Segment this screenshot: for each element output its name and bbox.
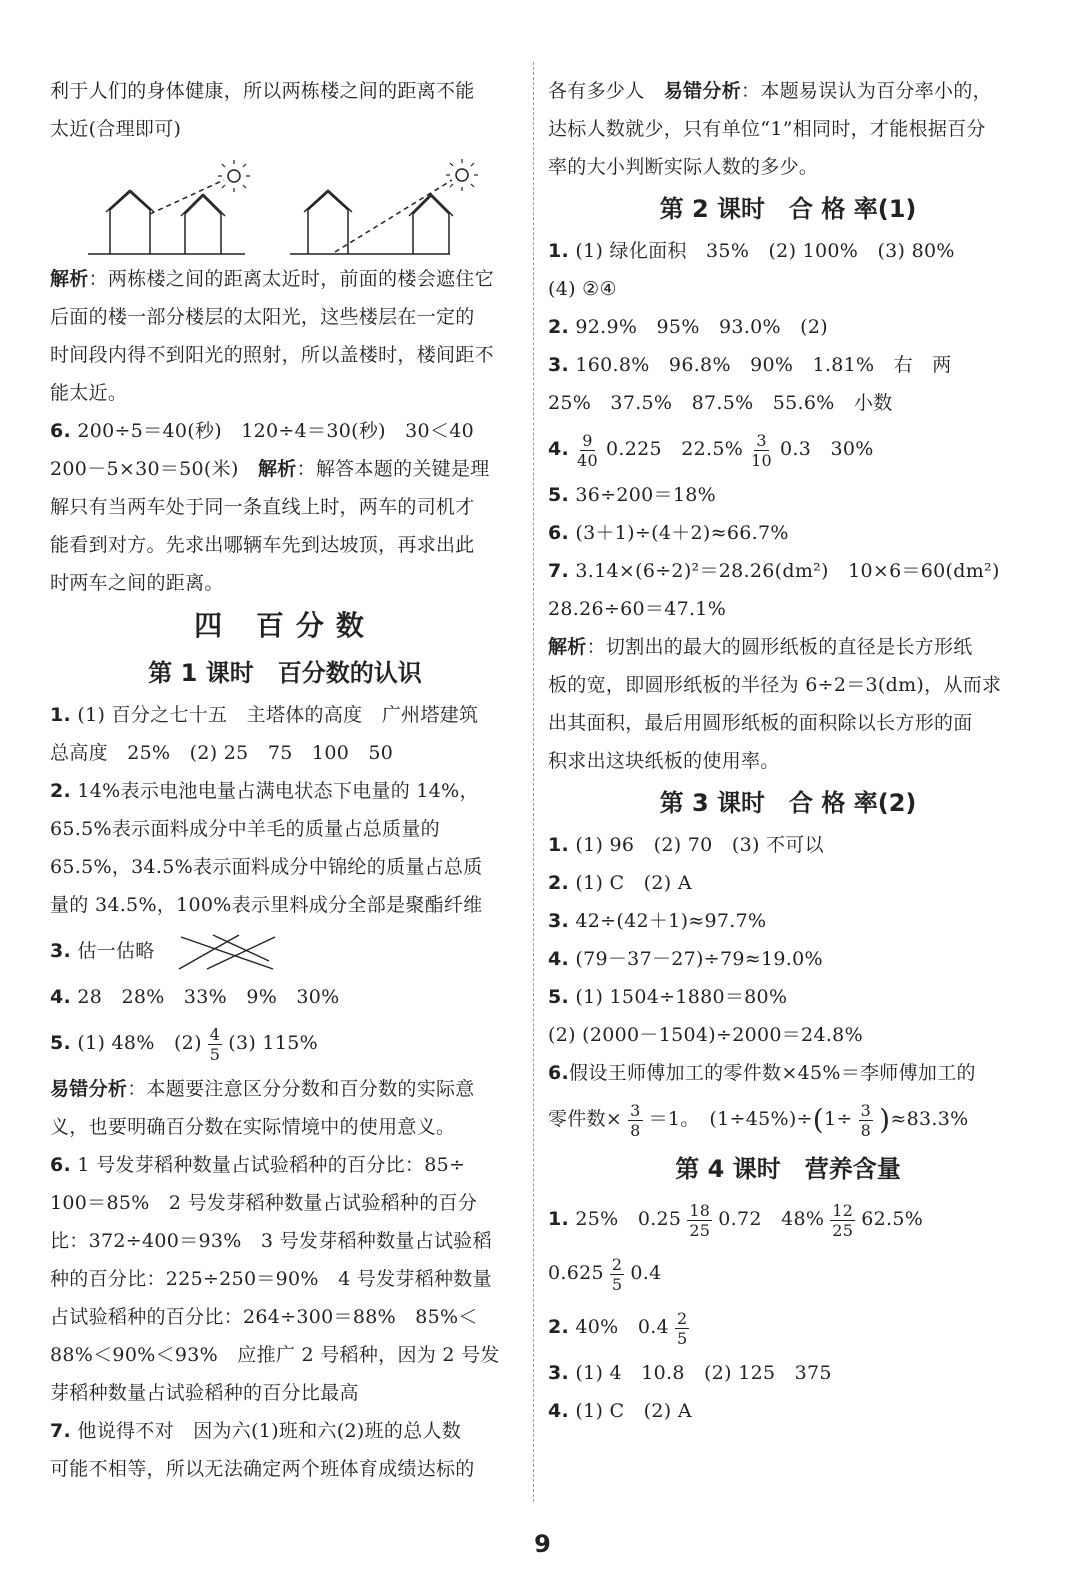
text-line: 88%＜90%＜93% 应推广 2 号稻种，因为 2 号发 [50,1344,500,1366]
text-line: 25% 37.5% 87.5% 55.6% 小数 [548,392,893,414]
text-line: 各有多少人 易错分析：本题易误认为百分率小的， [548,80,992,102]
fraction: $\frac{9}{40}$ [577,430,599,470]
analysis-line: 解析：切割出的最大的圆形纸板的直径是长方形纸 [548,636,973,658]
lesson-1-title: 第 1 课时 百分数的认识 [148,659,422,687]
houses-sunlight-diagram [50,148,520,260]
left-column [50,72,520,1488]
text-line: 比：372÷400＝93% 3 号发芽稻种数量占试验稻 [50,1230,492,1252]
lesson2-question-5: 5. 36÷200＝18% [548,484,716,506]
lesson1-question-2: 2. 14%表示电池电量占满电状态下电量的 14%， [50,780,479,802]
fraction: $\frac{3}{10}$ [751,430,773,470]
text-line: 200－5×30＝50(米) 解析：解答本题的关键是理 [50,458,490,480]
lesson2-question-4: 4. $\frac{9}{40}$ 0.225 22.5% $\frac{3}{10}$ 0.3 30% [548,430,874,470]
lesson1-question-7: 7. 他说得不对 因为六(1)班和六(2)班的总人数 [50,1420,462,1442]
lesson3-question-1: 1. (1) 96 (2) 70 (3) 不可以 [548,834,824,856]
text-line: 零件数× $\frac{3}{8}$ ＝1。 (1÷45%)÷(1÷ $\frac{3}{8}$ )≈83.3% [548,1100,969,1140]
lesson1-question-4: 4. 28 28% 33% 9% 30% [50,986,340,1008]
lesson3-question-3: 3. 42÷(42＋1)≈97.7% [548,910,767,932]
column-divider [533,62,534,1502]
text-line: 时两车之间的距离。 [50,572,224,594]
text-line: 太近(合理即可) [50,118,182,140]
lesson2-question-1: 1. (1) 绿化面积 35% (2) 100% (3) 80% [548,240,955,262]
text-line: (2) (2000－1504)÷2000＝24.8% [548,1024,863,1046]
analysis-label: 解析 [50,268,89,290]
text-line: 时间段内得不到阳光的照射，所以盖楼时，楼间距不 [50,344,494,366]
text-line: 总高度 25% (2) 25 75 100 50 [50,742,394,764]
lesson4-question-4: 4. (1) C (2) A [548,1400,692,1422]
text-line: 能看到对方。先求出哪辆车先到达坡顶，再求出此 [50,534,475,556]
text-line: 100＝85% 2 号发芽稻种数量占试验稻种的百分 [50,1192,478,1214]
matching-lines-figure [177,931,277,973]
lesson2-question-7: 7. 3.14×(6÷2)²＝28.26(dm²) 10×6＝60(dm²) [548,560,1000,582]
lesson2-question-6: 6. (3＋1)÷(4＋2)≈66.7% [548,522,789,544]
text-line: 65.5%表示面料成分中羊毛的质量占总质量的 [50,818,440,840]
text-line: 利于人们的身体健康，所以两栋楼之间的距离不能 [50,80,475,102]
error-analysis-label: 易错分析 [50,1078,128,1100]
lesson4-question-1: 1. 25% 0.25 $\frac{18}{25}$ 0.72 48% $\frac{12}{25}$ 62.5% [548,1200,924,1240]
text-line: 0.625 $\frac{2}{5}$ 0.4 [548,1254,662,1294]
text-line: 占试验稻种的百分比：264÷300＝88% 85%＜ [50,1306,478,1328]
analysis-label: 解析 [548,636,587,658]
lesson3-question-4: 4. (79－37－27)÷79≈19.0% [548,948,823,970]
fraction: $\frac{2}{5}$ [676,1308,688,1348]
text-line: 量的 34.5%，100%表示里料成分全部是聚酯纤维 [50,894,483,916]
lesson1-question-3: 3. 估一估略 [50,924,520,978]
lesson2-question-3: 3. 160.8% 96.8% 90% 1.81% 右 两 [548,354,952,376]
fraction: $\frac{3}{8}$ [630,1100,641,1140]
text-line: 出其面积，最后用圆形纸板的面积除以长方形的面 [548,712,973,734]
text-line: 后面的楼一部分楼层的太阳光，这些楼层在一定的 [50,306,475,328]
lesson1-question-5: 5. (1) 48% (2) $\frac{4}{5}$ (3) 115% [50,1024,318,1064]
text-line: 可能不相等，所以无法确定两个班体育成绩达标的 [50,1458,475,1480]
lesson1-question-1: 1. (1) 百分之七十五 主塔体的高度 广州塔建筑 [50,704,479,726]
page-number: 9 [534,1530,551,1558]
lesson4-question-2: 2. 40% 0.4 $\frac{2}{5}$ [548,1308,688,1348]
text-line: 达标人数就少，只有单位“1”相同时，才能根据百分 [548,118,986,140]
fraction: $\frac{12}{25}$ [832,1200,854,1240]
text-line: 28.26÷60＝47.1% [548,598,727,620]
lesson4-question-3: 3. (1) 4 10.8 (2) 125 375 [548,1362,832,1384]
lesson2-question-2: 2. 92.9% 95% 93.0% (2) [548,316,828,338]
text-line: 芽稻种数量占试验稻种的百分比最高 [50,1382,359,1404]
text-line: 种的百分比：225÷250＝90% 4 号发芽稻种数量 [50,1268,492,1290]
chapter-title: 四 百分数 [194,609,376,642]
text-line: 解只有当两车处于同一条直线上时，两车的司机才 [50,496,475,518]
text-line: 义，也要明确百分数在实际情境中的使用意义。 [50,1116,456,1138]
text-line: (4) ②④ [548,278,617,300]
fraction: $\frac{3}{8}$ [860,1100,872,1140]
fraction: $\frac{18}{25}$ [689,1200,711,1240]
lesson3-question-5: 5. (1) 1504÷1880＝80% [548,986,788,1008]
text-line: 能太近。 [50,382,128,404]
analysis-line: 解析：两栋楼之间的距离太近时，前面的楼会遮住它 [50,268,494,290]
lesson3-question-6: 6.假设王师傅加工的零件数×45%＝李师傅加工的 [548,1062,976,1084]
text-line: 板的宽，即圆形纸板的半径为 6÷2＝3(dm)，从而求 [548,674,1002,696]
lesson-4-title: 第 4 课时 营养含量 [675,1155,901,1183]
lesson1-question-6: 6. 1 号发芽稻种数量占试验稻种的百分比：85÷ [50,1154,466,1176]
fraction: $\frac{2}{5}$ [611,1254,623,1294]
houses-sunlight-figure [50,148,520,260]
lesson-2-title: 第 2 课时 合 格 率(1) [659,195,917,223]
text-line: 率的大小判断实际人数的多少。 [548,156,819,178]
text-line: 65.5%，34.5%表示面料成分中锦纶的质量占总质 [50,856,483,878]
lesson3-question-2: 2. (1) C (2) A [548,872,692,894]
error-analysis-line: 易错分析：本题要注意区分分数和百分数的实际意 [50,1078,475,1100]
question-6: 6. 200÷5＝40(秒) 120÷4＝30(秒) 30＜40 [50,420,474,442]
text-line: 积求出这块纸板的使用率。 [548,750,780,772]
lesson-3-title: 第 3 课时 合 格 率(2) [659,789,917,817]
right-column [548,72,1028,1430]
fraction: $\frac{4}{5}$ [209,1024,221,1064]
